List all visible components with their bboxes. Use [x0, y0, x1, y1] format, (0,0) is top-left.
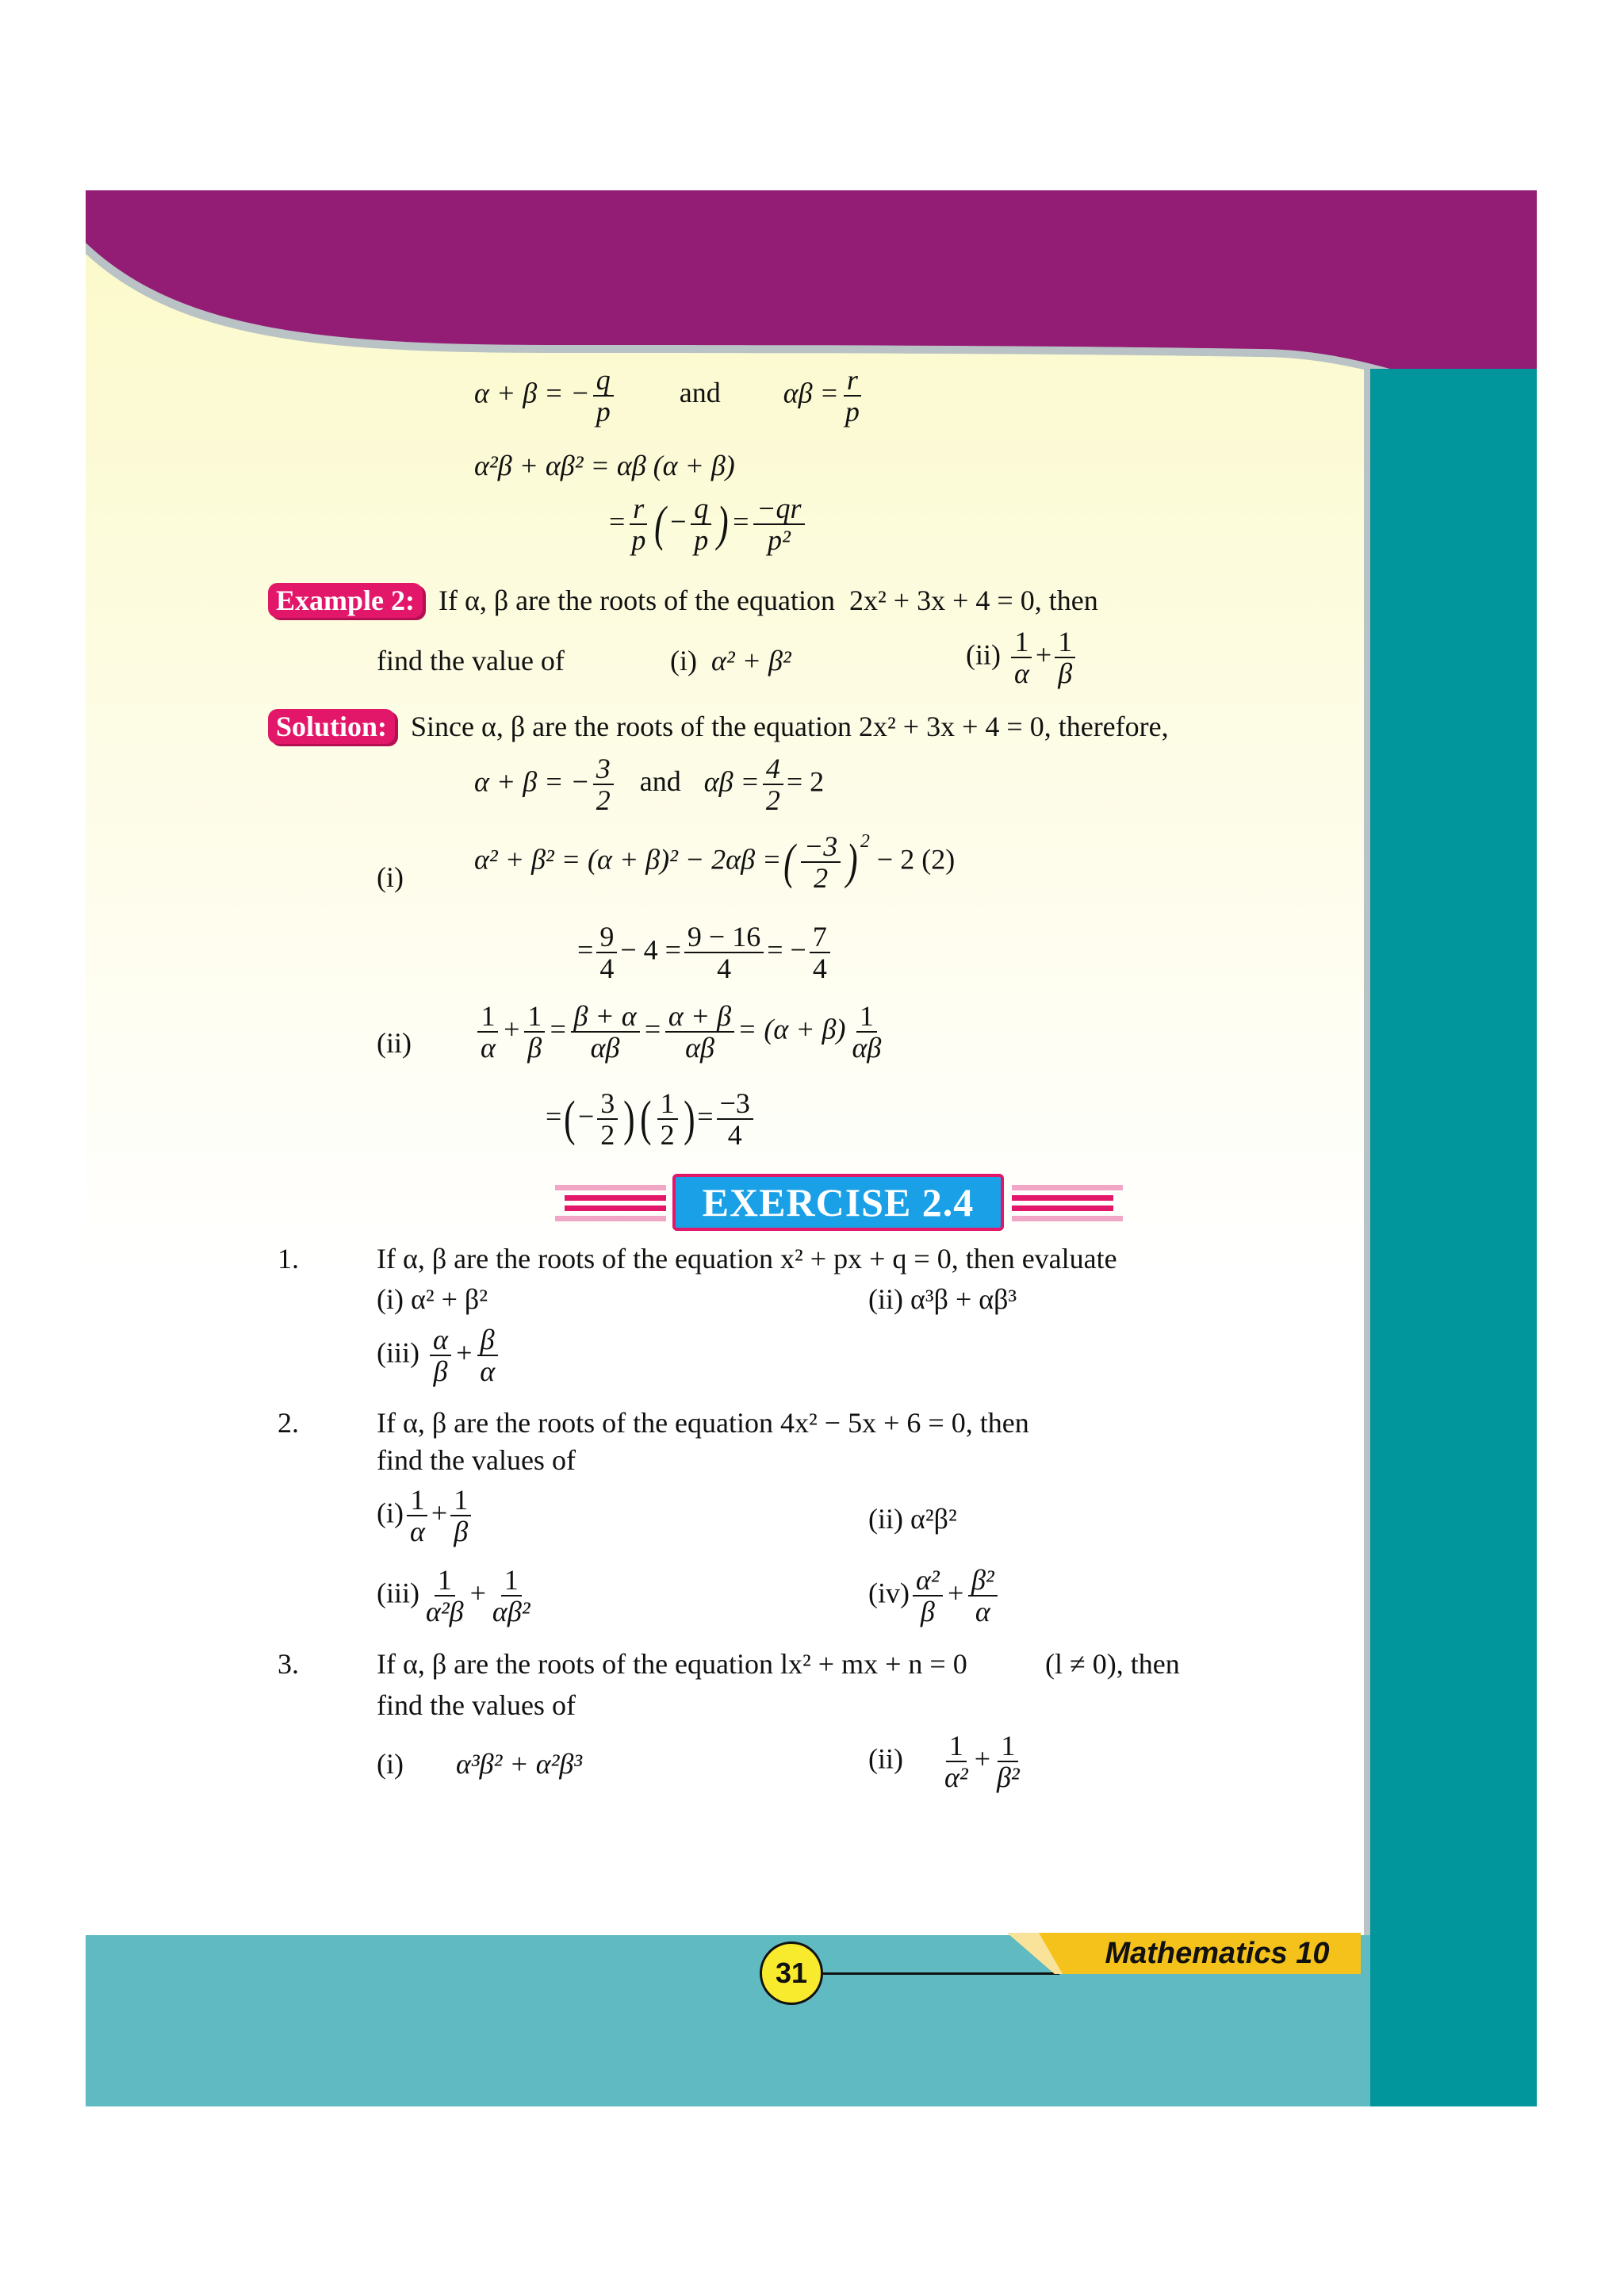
- banner-stripe: [555, 1216, 666, 1221]
- q2-number: 2.: [278, 1407, 299, 1439]
- right-bar-edge: [1364, 369, 1370, 2106]
- q2-find: find the values of: [377, 1444, 576, 1476]
- q1-part-ii: (ii) α³β + αβ³: [868, 1283, 1017, 1315]
- q2-part-ii: (ii) α²β²: [868, 1503, 957, 1535]
- solution-tag: Solution:: [268, 709, 395, 744]
- q2-part-i: (i) $\frac{1}{\alpha}$ + $\frac{1}{\beta}$: [377, 1485, 474, 1547]
- q1-part-i: (i) α² + β²: [377, 1283, 488, 1315]
- q2-part-iv: (iv) $\frac{\text{α²}}{\beta}$ + $\frac{\text{β²}}{\alpha}$: [868, 1565, 1001, 1627]
- banner-stripe: [555, 1185, 666, 1190]
- example-2-find: find the value of: [377, 645, 565, 677]
- banner-stripe: [565, 1195, 666, 1201]
- example-2-statement: If α, β are the roots of the equation 2x² + 3x + 4 = 0, then: [439, 585, 1098, 616]
- q1-text: If α, β are the roots of the equation x² + px + q = 0, then evaluate: [377, 1243, 1117, 1274]
- banner-stripe: [565, 1205, 666, 1211]
- solution-i-line-2: = $\frac{9}{4}$ − 4 = $\frac{9 - 16}{4}$ = − $\frac{7}{4}$: [577, 922, 833, 983]
- solution-i-line-1: α² + β² = (α + β)² − 2αβ =( $\frac{-3}{2}$ ) $^2$ − 2 (2): [474, 830, 956, 894]
- q1-number: 1.: [278, 1243, 299, 1274]
- derivation-line-2: α²β + αβ² = αβ (α + β): [474, 450, 735, 481]
- solution-ii-line-2: =(− $\frac{3}{2}$ )( $\frac{1}{2}$ )= $\frac{-3}{4}$: [546, 1088, 756, 1150]
- solution-statement: Since α, β are the roots of the equation 2x² + 3x + 4 = 0, therefore,: [411, 711, 1169, 742]
- q2-part-iii: (iii) $\frac{1}{\text{α²β}}$ + $\frac{1}{\text{αβ²}}$: [377, 1564, 530, 1627]
- exercise-banner: [555, 1174, 1126, 1231]
- q3-find: find the values of: [377, 1689, 576, 1721]
- banner-stripe: [1012, 1216, 1123, 1221]
- q2-text: If α, β are the roots of the equation 4x² − 5x + 6 = 0, then: [377, 1407, 1029, 1439]
- banner-stripe: [1012, 1185, 1123, 1190]
- q3-number: 3.: [278, 1648, 299, 1680]
- derivation-line-3: = $\frac{r}{p}$ (− $\frac{q}{p}$ )= $\frac{-qr}{\text{p²}}$: [609, 493, 808, 555]
- q3-part-ii: (ii) $\frac{1}{\text{α²}}$ + $\frac{1}{\text{β²}}$: [868, 1730, 1020, 1793]
- solution-i-label: (i): [377, 861, 404, 893]
- page-number: 31: [760, 1941, 823, 2005]
- solution-ii-line-1: $\frac{1}{\alpha}$ + $\frac{1}{\beta}$ = $\frac{\beta + \alpha}{\alpha\beta}$ = $\frac{\alpha + \beta}{\alpha\beta}$ = (α + β) $\frac{1}{\alpha\beta}$: [474, 1001, 887, 1063]
- q3-text: If α, β are the roots of the equation lx² + mx + n = 0: [377, 1648, 967, 1680]
- q1-part-iii: (iii) $\frac{\alpha}{\beta}$ + $\frac{\beta}{\alpha}$: [377, 1324, 501, 1386]
- example-2-part-i: (i) α² + β²: [670, 645, 791, 677]
- banner-stripe: [1012, 1195, 1113, 1201]
- derivation-line-1: α + β = − $\frac{q}{p}$ and αβ = $\frac{r}{p}$: [474, 364, 860, 427]
- right-side-bar: [1370, 369, 1537, 2106]
- exercise-title-box: [672, 1174, 1004, 1231]
- example-2-tag: Example 2:: [268, 583, 423, 618]
- q3-condition: (l ≠ 0), then: [1045, 1648, 1180, 1680]
- example-2-part-ii: (ii) $\frac{1}{\alpha}$ + $\frac{1}{\beta}$: [966, 627, 1078, 688]
- banner-stripe: [1012, 1205, 1113, 1211]
- solution-ii-label: (ii): [377, 1027, 412, 1059]
- textbook-page: [86, 190, 1537, 2106]
- exercise-title: EXERCISE 2.4: [702, 1180, 975, 1225]
- book-title: Mathematics 10: [1105, 1937, 1330, 1970]
- q3-part-i: (i) α³β² + α²β³: [377, 1748, 583, 1780]
- solution-sum-product: α + β = − $\frac{3}{2}$ and αβ = $\frac{4}{2}$ = 2: [474, 753, 825, 816]
